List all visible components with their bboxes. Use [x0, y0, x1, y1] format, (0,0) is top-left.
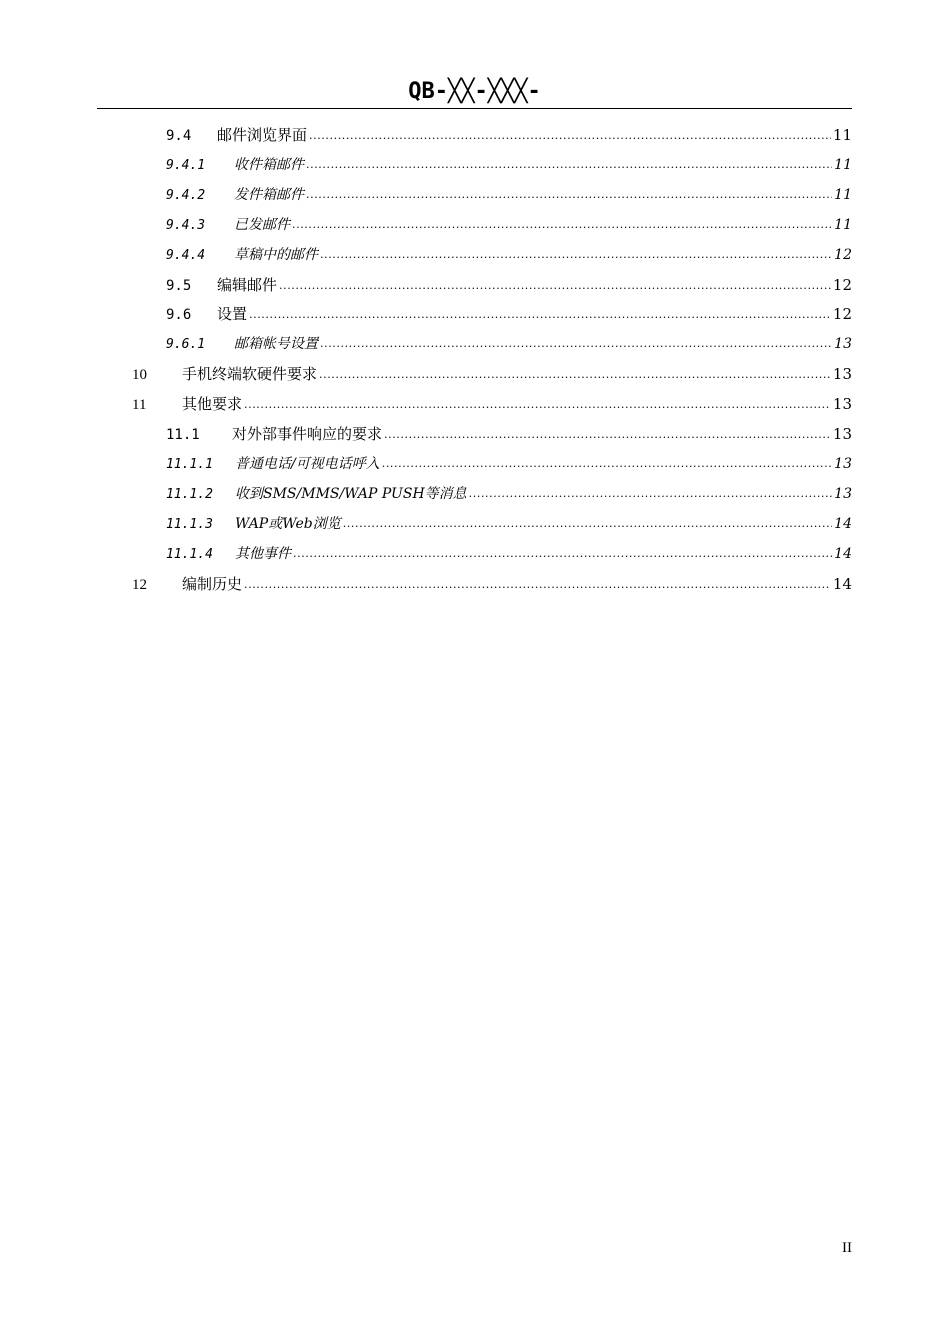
toc-entry-title: 其他事件 — [235, 546, 291, 562]
toc-entry-page: 11 — [834, 187, 852, 203]
toc-dot-leader — [382, 455, 832, 471]
toc-entry[interactable] — [166, 423, 852, 447]
toc-entry-title: 发件箱邮件 — [234, 187, 304, 203]
toc-entry-page: 12 — [832, 276, 852, 294]
toc-entry-number: 11.1.2 — [166, 487, 213, 502]
toc-entry-page: 14 — [832, 575, 852, 593]
toc-entry-number: 9.4.4 — [166, 248, 206, 263]
toc-dot-leader — [384, 424, 831, 442]
toc-entry-title: 收件箱邮件 — [234, 157, 304, 173]
toc-entry-title: 编制历史 — [182, 575, 243, 593]
toc-dot-leader — [309, 125, 831, 143]
toc-entry-title: 普通电话/可视电话呼入 — [235, 456, 380, 472]
toc-entry-page: 11 — [832, 126, 852, 144]
toc-entry-title: 设置 — [217, 305, 248, 323]
toc-entry-page: 14 — [834, 546, 852, 562]
toc-entry-number: 12 — [132, 577, 147, 593]
toc-entry-number: 11.1.4 — [166, 547, 213, 562]
toc-entry[interactable] — [132, 363, 852, 387]
toc-entry-number: 10 — [132, 367, 147, 383]
toc-dot-leader — [244, 394, 831, 412]
toc-entry-title: 对外部事件响应的要求 — [232, 425, 383, 443]
toc-entry-number: 11.1.1 — [166, 457, 213, 472]
toc-entry-page: 13 — [834, 486, 852, 502]
toc-entry-title: WAP或Web浏览 — [235, 516, 341, 532]
toc-entry-title: 已发邮件 — [234, 217, 290, 233]
toc-entry-page: 12 — [834, 247, 852, 263]
toc-dot-leader — [343, 515, 832, 531]
toc-entry-title: 其他要求 — [182, 395, 243, 413]
toc-entry-page: 11 — [834, 217, 852, 233]
toc-dot-leader — [320, 335, 832, 351]
toc-dot-leader — [292, 216, 832, 232]
toc-entry[interactable] — [166, 333, 852, 357]
toc-entry-number: 11.1 — [166, 427, 200, 443]
toc-entry[interactable] — [166, 453, 852, 477]
toc-entry-page: 13 — [832, 365, 852, 383]
toc-entry-number: 9.4.2 — [166, 188, 206, 203]
toc-dot-leader — [469, 485, 833, 501]
document-code-title: QB-╳╳-╳╳╳- — [408, 79, 541, 104]
toc-entry-number: 11 — [132, 397, 147, 413]
toc-entry[interactable] — [166, 154, 852, 178]
toc-entry-page: 13 — [834, 336, 852, 352]
toc-dot-leader — [279, 275, 831, 293]
toc-dot-leader — [249, 304, 831, 322]
toc-dot-leader — [293, 545, 832, 561]
toc-entry-number: 9.4.1 — [166, 158, 206, 173]
toc-dot-leader — [306, 186, 832, 202]
toc-entry-number: 9.4 — [166, 128, 192, 144]
toc-entry[interactable] — [166, 244, 852, 268]
toc-entry-title: 邮箱帐号设置 — [234, 336, 318, 352]
toc-entry[interactable] — [132, 393, 852, 417]
toc-entry[interactable] — [166, 124, 852, 148]
toc-dot-leader — [244, 574, 831, 592]
toc-entry-title: 编辑邮件 — [217, 276, 278, 294]
toc-dot-leader — [320, 246, 832, 262]
toc-entry-title: 手机终端软硬件要求 — [182, 365, 318, 383]
page-header — [97, 78, 852, 109]
toc-entry-page: 14 — [834, 516, 852, 532]
toc-entry-title: 草稿中的邮件 — [234, 247, 318, 263]
toc-entry-page: 13 — [832, 395, 852, 413]
toc-entry[interactable] — [166, 543, 852, 567]
page-number: II — [842, 1240, 852, 1256]
toc-entry-number: 9.6.1 — [166, 337, 206, 352]
toc-entry-title: 邮件浏览界面 — [217, 126, 308, 144]
toc-entry-number: 9.6 — [166, 307, 192, 323]
toc-entry[interactable] — [166, 274, 852, 298]
toc-entry[interactable] — [166, 184, 852, 208]
toc-entry-number: 11.1.3 — [166, 517, 213, 532]
toc-entry-page: 13 — [832, 425, 852, 443]
toc-entry[interactable] — [166, 214, 852, 238]
toc-entry-page: 11 — [834, 157, 852, 173]
toc-entry[interactable] — [166, 513, 852, 537]
toc-entry[interactable] — [166, 483, 852, 507]
toc-dot-leader — [306, 156, 832, 172]
toc-entry[interactable] — [132, 573, 852, 597]
toc-entry-title: 收到SMS/MMS/WAP PUSH等消息 — [235, 486, 467, 502]
toc-entry-page: 13 — [834, 456, 852, 472]
toc-dot-leader — [319, 364, 831, 382]
toc-entry-page: 12 — [832, 305, 852, 323]
toc-entry-number: 9.4.3 — [166, 218, 206, 233]
toc-entry-number: 9.5 — [166, 278, 192, 294]
toc-entry[interactable] — [166, 303, 852, 327]
